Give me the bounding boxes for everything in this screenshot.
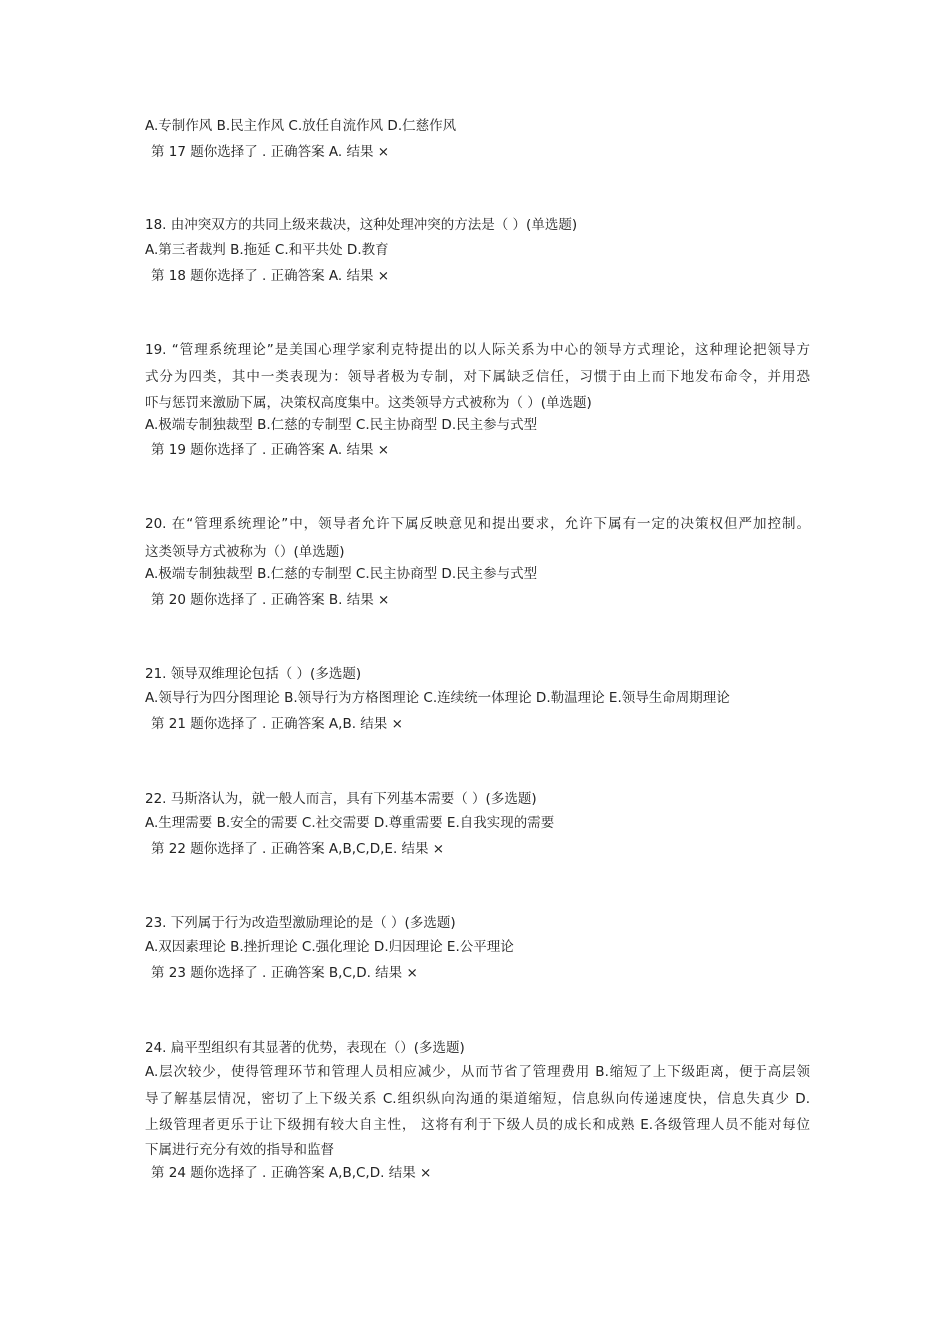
q24-options-line-1: A.层次较少，使得管理环节和管理人员相应减少，从而节省了管理费用 B.缩短了上下级距离，便于高层领 [145,1064,810,1080]
q20-question-line-1: 20. 在“管理系统理论”中，领导者允许下属反映意见和提出要求，允许下属有一定的决策权但严加控制。 [145,516,810,532]
q19-options: A.极端专制独裁型 B.仁慈的专制型 C.民主协商型 D.民主参与式型 [145,417,538,433]
q24-options-line-3: 上级管理者更乐于让下级拥有较大自主性， 这将有利于下级人员的成长和成熟 E.各级管理人员不能对每位 [145,1117,810,1133]
q19-question-line-2: 式分为四类，其中一类表现为：领导者极为专制，对下属缺乏信任，习惯于由上而下地发布命令，并用恐 [145,369,810,385]
q24-question: 24. 扁平型组织有其显著的优势，表现在（）(多选题) [145,1040,465,1056]
q23-question: 23. 下列属于行为改造型激励理论的是（ ）(多选题) [145,915,456,931]
q24-options-line-2: 导了解基层情况，密切了上下级关系 C.组织纵向沟通的渠道缩短，信息纵向传递速度快，信息失真少 D. [145,1091,810,1107]
q20-question-line-2: 这类领导方式被称为（）(单选题) [145,544,345,560]
q21-options: A.领导行为四分图理论 B.领导行为方格图理论 C.连续统一体理论 D.勒温理论 E.领导生命周期理论 [145,690,730,706]
q22-answer: 第 22 题你选择了 . 正确答案 A,B,C,D,E. 结果 × [151,841,445,857]
q20-answer: 第 20 题你选择了 . 正确答案 B. 结果 × [151,592,390,608]
q22-question: 22. 马斯洛认为，就一般人而言，具有下列基本需要（ ）(多选题) [145,791,537,807]
q22-options: A.生理需要 B.安全的需要 C.社交需要 D.尊重需要 E.自我实现的需要 [145,815,555,831]
q24-answer: 第 24 题你选择了 . 正确答案 A,B,C,D. 结果 × [151,1165,432,1181]
q23-answer: 第 23 题你选择了 . 正确答案 B,C,D. 结果 × [151,965,418,981]
q21-question: 21. 领导双维理论包括（ ）(多选题) [145,666,362,682]
q17-answer: 第 17 题你选择了 . 正确答案 A. 结果 × [151,144,390,160]
q20-options: A.极端专制独裁型 B.仁慈的专制型 C.民主协商型 D.民主参与式型 [145,566,538,582]
q19-answer: 第 19 题你选择了 . 正确答案 A. 结果 × [151,442,390,458]
q23-options: A.双因素理论 B.挫折理论 C.强化理论 D.归因理论 E.公平理论 [145,939,514,955]
q24-options-line-4: 下属进行充分有效的指导和监督 [145,1142,334,1158]
q21-answer: 第 21 题你选择了 . 正确答案 A,B. 结果 × [151,716,403,732]
q18-options: A.第三者裁判 B.拖延 C.和平共处 D.教育 [145,242,389,258]
q19-question-line-3: 吓与惩罚来激励下属，决策权高度集中。这类领导方式被称为（ ）(单选题) [145,395,592,411]
q17-options: A.专制作风 B.民主作风 C.放任自流作风 D.仁慈作风 [145,118,457,134]
q18-answer: 第 18 题你选择了 . 正确答案 A. 结果 × [151,268,390,284]
q18-question: 18. 由冲突双方的共同上级来裁决，这种处理冲突的方法是（ ）(单选题) [145,217,578,233]
q19-question-line-1: 19. “管理系统理论”是美国心理学家利克特提出的以人际关系为中心的领导方式理论，这种理论把领导方 [145,342,810,358]
